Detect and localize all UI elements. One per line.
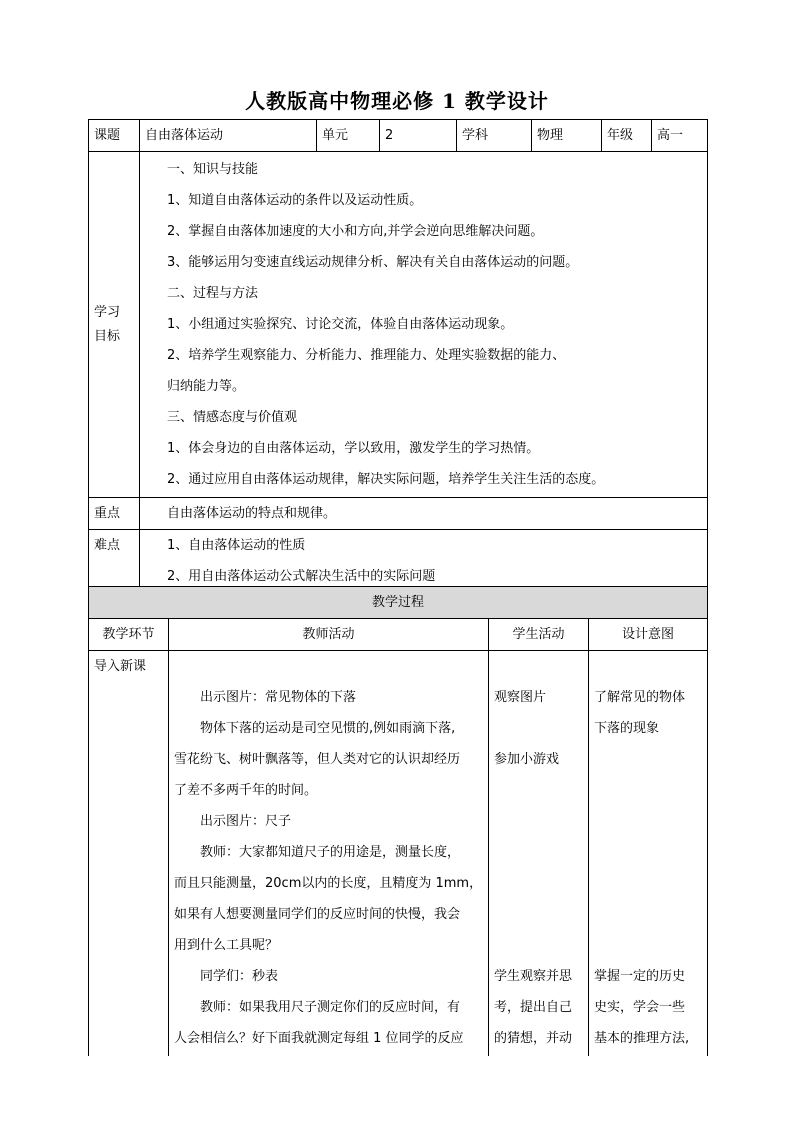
col-student-header: 学生活动 (489, 619, 589, 651)
stage-cell: 导入新课 (89, 651, 169, 1056)
difficulty-line: 2、用自由落体运动公式解决生活中的实际问题 (167, 569, 436, 584)
student-line (494, 713, 583, 744)
teacher-line: 物体下落的运动是司空见惯的,例如雨滴下落, (200, 721, 456, 736)
objective-line: 1、知道自由落体运动的条件以及运动性质。 (167, 193, 423, 208)
objective-line: 2、掌握自由落体加速度的大小和方向,并学会逆向思维解决问题。 (167, 224, 544, 239)
objective-line: 1、体会身边的自由落体运动，学以致用，激发学生的学习热情。 (167, 441, 540, 456)
objective-line: 2、通过应用自由落体运动规律，解决实际问题，培养学生关注生活的态度。 (167, 472, 605, 487)
objective-line: 归纳能力等。 (167, 379, 246, 394)
objective-line: 三、情感态度与价值观 (167, 410, 298, 425)
process-section-title: 教学过程 (89, 587, 708, 619)
student-line: 学生观察并思 (494, 969, 573, 984)
col-teacher-header: 教师活动 (169, 619, 489, 651)
col-intent-header: 设计意图 (589, 619, 708, 651)
teacher-line: 出示图片：尺子 (200, 814, 292, 829)
info-table (88, 119, 708, 593)
intent-line: 基本的推理方法, (594, 1031, 690, 1046)
grade-value: 高一 (652, 120, 708, 152)
course-label: 课题 (89, 120, 140, 152)
difficulty-content (140, 530, 708, 593)
subject-value: 物理 (532, 120, 602, 152)
teacher-line: 而且只能测量，20cm以内的长度，且精度为 1mm， (174, 876, 483, 891)
course-header-row (89, 120, 708, 152)
page-title: 人教版高中物理必修 1 教学设计 (245, 89, 549, 113)
teacher-line: 如果有人想要测量同学们的反应时间的快慢，我会 (174, 907, 461, 922)
key-point-label: 重点 (89, 498, 140, 530)
teacher-line: 了差不多两千年的时间。 (174, 783, 318, 798)
process-row-intro (89, 651, 708, 1056)
teacher-line: 同学们：秒表 (200, 969, 279, 984)
teacher-line: 教师：大家都知道尺子的用途是，测量长度， (200, 845, 461, 860)
objective-line: 1、小组通过实验探究、讨论交流，体验自由落体运动现象。 (167, 317, 514, 332)
unit-value: 2 (380, 120, 457, 152)
difficulty-line: 1、自由落体运动的性质 (167, 538, 306, 553)
intent-line: 下落的现象 (594, 721, 660, 736)
student-line: 的猜想，并动 (494, 1031, 573, 1046)
teacher-line: 雪花纷飞、树叶飘落等，但人类对它的认识却经历 (174, 752, 461, 767)
key-point-text: 自由落体运动的特点和规律。 (140, 498, 708, 530)
difficulty-label: 难点 (89, 530, 140, 593)
subject-label: 学科 (457, 120, 532, 152)
unit-label: 单元 (317, 120, 380, 152)
student-line: 考，提出自己 (494, 1000, 573, 1015)
process-table (88, 586, 708, 1056)
objectives-content (140, 152, 708, 498)
objectives-label-line1: 学习 (94, 304, 121, 320)
col-stage-header: 教学环节 (89, 619, 169, 651)
student-activity (489, 651, 589, 1056)
intent-line: 掌握一定的历史 (594, 969, 686, 984)
objectives-label-line2: 目标 (94, 328, 121, 344)
course-value: 自由落体运动 (140, 120, 317, 152)
objectives-row (89, 152, 708, 498)
intent-line: 了解常见的物体 (594, 690, 686, 705)
teacher-activity (169, 651, 489, 1056)
key-point-row (89, 498, 708, 530)
teacher-line: 人会相信么？好下面我就测定每组 1 位同学的反应 (174, 1031, 464, 1046)
teacher-line: 教师：如果我用尺子测定你们的反应时间，有 (200, 1000, 461, 1015)
student-line: 参加小游戏 (494, 752, 560, 767)
difficulty-row (89, 530, 708, 593)
teacher-line: 用到什么工具呢？ (174, 938, 279, 953)
design-intent (589, 651, 708, 1056)
teacher-line: 出示图片：常见物体的下落 (200, 690, 357, 705)
student-line: 观察图片 (494, 690, 547, 705)
objective-line: 二、过程与方法 (167, 286, 259, 301)
grade-label: 年级 (602, 120, 652, 152)
objective-line: 3、能够运用匀变速直线运动规律分析、解决有关自由落体运动的问题。 (167, 255, 579, 270)
objective-line: 一、知识与技能 (167, 162, 259, 177)
process-header-row (89, 619, 708, 651)
objectives-label (89, 152, 140, 498)
objective-line: 2、培养学生观察能力、分析能力、推理能力、处理实验数据的能力、 (167, 348, 566, 363)
intent-line: 史实，学会一些 (594, 1000, 686, 1015)
